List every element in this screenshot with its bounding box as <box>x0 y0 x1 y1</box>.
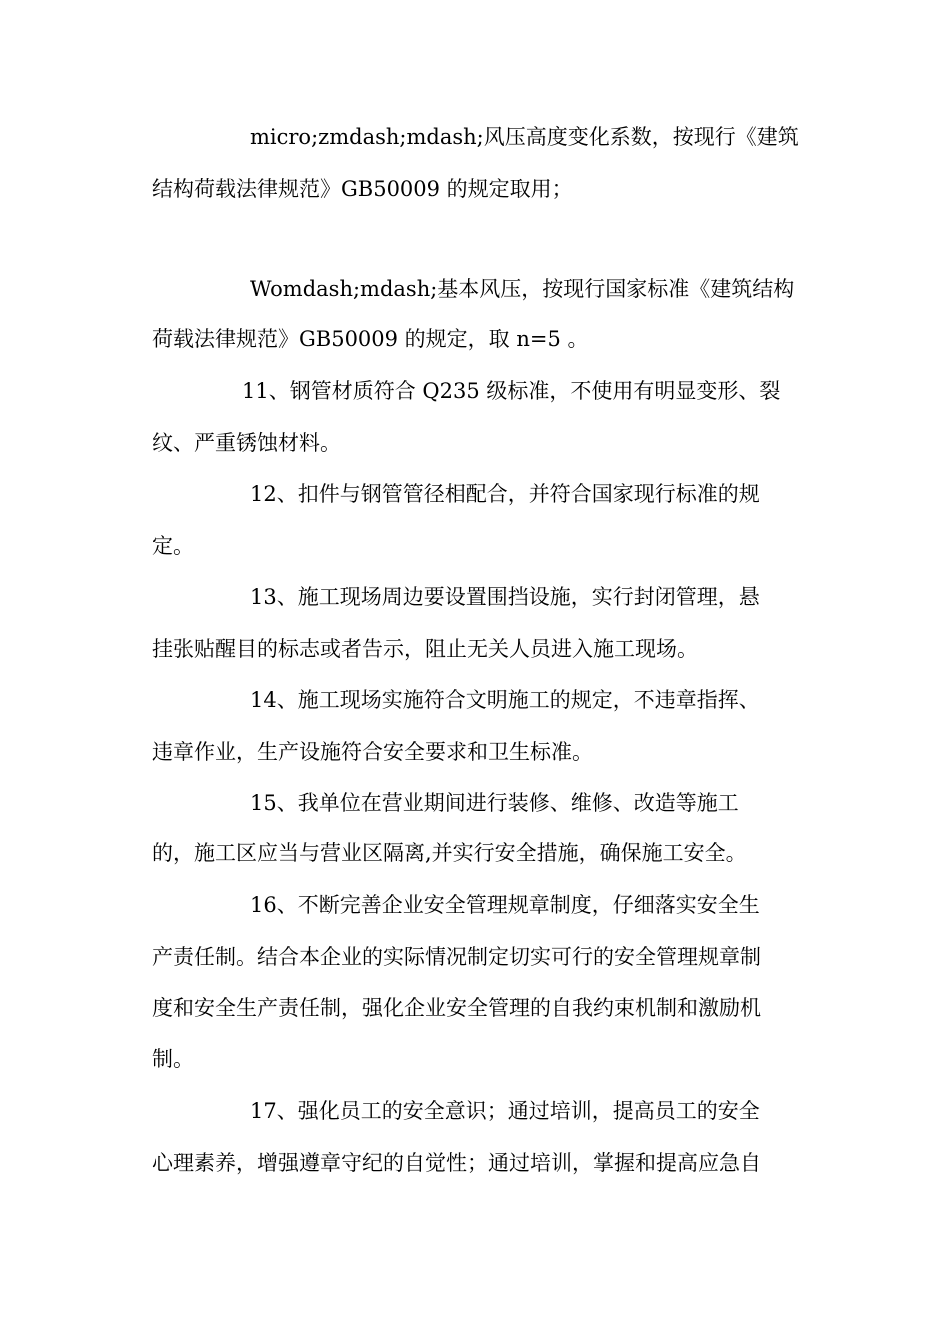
paragraph-6-line-1: 14、施工现场实施符合文明施工的规定，不违章指挥、 <box>250 688 760 712</box>
paragraph-8-line-4: 制。 <box>152 1047 194 1071</box>
paragraph-4-line-2: 定。 <box>152 534 194 558</box>
paragraph-5-line-1: 13、施工现场周边要设置围挡设施，实行封闭管理，悬 <box>250 585 760 609</box>
paragraph-6-line-2: 违章作业，生产设施符合安全要求和卫生标准。 <box>152 740 593 764</box>
paragraph-2-line-1: Womdash;mdash;基本风压，按现行国家标准《建筑结构 <box>250 277 795 301</box>
paragraph-8-line-3: 度和安全生产责任制，强化企业安全管理的自我约束机制和激励机 <box>152 996 761 1020</box>
paragraph-3-line-2: 纹、严重锈蚀材料。 <box>152 431 341 455</box>
paragraph-1-line-1: micro;zmdash;mdash;风压高度变化系数，按现行《建筑 <box>250 125 799 149</box>
paragraph-9-line-2: 心理素养，增强遵章守纪的自觉性；通过培训，掌握和提高应急自 <box>152 1151 761 1175</box>
paragraph-7-line-2: 的，施工区应当与营业区隔离,并实行安全措施，确保施工安全。 <box>152 841 747 865</box>
paragraph-3-line-1: 11、钢管材质符合 Q235 级标准，不使用有明显变形、裂 <box>242 379 781 403</box>
paragraph-7-line-1: 15、我单位在营业期间进行装修、维修、改造等施工 <box>250 791 739 815</box>
paragraph-1-line-2: 结构荷载法律规范》GB50009 的规定取用； <box>152 177 573 201</box>
paragraph-5-line-2: 挂张贴醒目的标志或者告示，阻止无关人员进入施工现场。 <box>152 637 698 661</box>
paragraph-8-line-1: 16、不断完善企业安全管理规章制度，仔细落实安全生 <box>250 893 760 917</box>
paragraph-2-line-2: 荷载法律规范》GB50009 的规定，取 n=5 。 <box>152 327 589 351</box>
paragraph-8-line-2: 产责任制。结合本企业的实际情况制定切实可行的安全管理规章制 <box>152 945 761 969</box>
paragraph-4-line-1: 12、扣件与钢管管径相配合，并符合国家现行标准的规 <box>250 482 760 506</box>
paragraph-9-line-1: 17、强化员工的安全意识；通过培训，提高员工的安全 <box>250 1099 760 1123</box>
